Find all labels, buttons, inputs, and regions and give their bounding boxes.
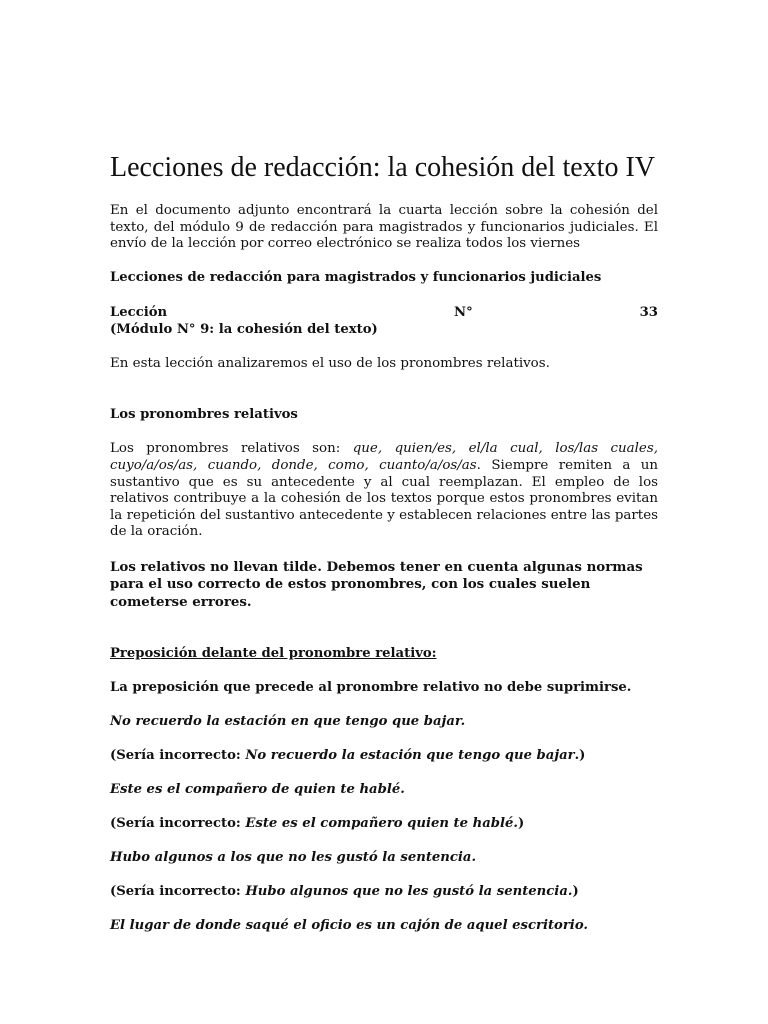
- lesson-number: 33: [639, 304, 658, 320]
- example-correct: Hubo algunos a los que no les gustó la sentencia.: [110, 850, 477, 866]
- example-correct: Este es el compañero de quien te hablé.: [110, 782, 405, 798]
- lesson-module: (Módulo N° 9: la cohesión del texto): [110, 321, 378, 337]
- series-heading: Lecciones de redacción para magistrados y funcionarios judiciales: [110, 269, 602, 285]
- example-correct: El lugar de donde saqué el oficio es un cajón de aquel escritorio.: [110, 918, 588, 934]
- lesson-intro: En esta lección analizaremos el uso de los pronombres relativos.: [110, 355, 550, 371]
- section-heading: Los pronombres relativos: [110, 407, 298, 423]
- lesson-number-row: [110, 304, 658, 321]
- lesson-number-label: N°: [454, 304, 473, 320]
- relatives-rest: . Siempre remiten a un sustantivo que es su antecedente y al cual reemplazan. El empleo de los relativos contribuye a la cohesión de los textos porque estos pronombres evitan la repetición del sustantivo antecedente y establecen relaciones entre las partes de la oración.: [110, 457, 658, 540]
- lesson-label: Lección: [110, 304, 168, 320]
- relatives-lead: Los pronombres relativos son:: [110, 441, 353, 457]
- preposition-rule: La preposición que precede al pronombre relativo no debe suprimirse.: [110, 680, 632, 696]
- document-title: Lecciones de redacción: la cohesión del texto IV: [110, 152, 655, 183]
- relatives-paragraph: [110, 441, 658, 541]
- example-correct: No recuerdo la estación en que tengo que bajar.: [110, 714, 466, 730]
- intro-paragraph: En el documento adjunto encontrará la cuarta lección sobre la cohesión del texto, del módulo 9 de redacción para magistrados y funcionarios judiciales. El envío de la lección por correo electrónico se realiza todos los viernes: [110, 203, 658, 252]
- example-incorrect: (Sería incorrecto: Este es el compañero quien te hablé.): [110, 816, 525, 832]
- preposition-subheading: Preposición delante del pronombre relativo:: [110, 646, 437, 662]
- example-incorrect: (Sería incorrecto: No recuerdo la estación que tengo que bajar.): [110, 748, 586, 764]
- document-page: [110, 150, 658, 951]
- example-incorrect: (Sería incorrecto: Hubo algunos que no les gustó la sentencia.): [110, 884, 579, 900]
- rule-paragraph: Los relativos no llevan tilde. Debemos tener en cuenta algunas normas para el uso correcto de estos pronombres, con los cuales suelen cometerse errores.: [110, 558, 643, 610]
- relatives-list: que, quien/es, el/la cual, los/las cuales, cuyo/a/os/as, cuando, donde, como, cuanto/a/os/as: [110, 441, 658, 473]
